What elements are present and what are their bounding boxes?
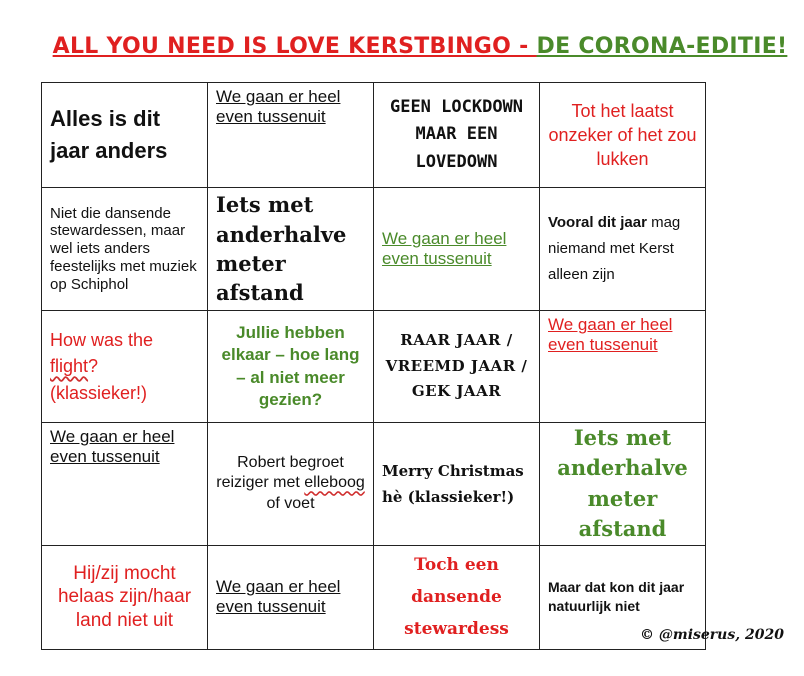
cell-text: Niet die dansende stewardessen, maar wel iets anders feestelijks met muziek op Schiphol <box>50 204 197 293</box>
bingo-cell <box>42 83 208 188</box>
cell-text: How was the <box>50 330 154 351</box>
bingo-cell <box>374 545 540 649</box>
cell-text: ? (klassieker!) <box>50 356 148 403</box>
bingo-cell <box>208 83 374 188</box>
bingo-cell <box>374 423 540 546</box>
cell-text: We gaan er heel even tussenuit <box>216 87 341 127</box>
bingo-cell <box>208 545 374 649</box>
cell-text: GEEN LOCKDOWN MAAR EEN LOVEDOWN <box>389 97 524 172</box>
cell-text: Iets met anderhalve meter afstand <box>216 192 347 306</box>
cell-text: Robert begroet reiziger met <box>216 453 344 492</box>
cell-text: We gaan er heel even tussenuit <box>216 576 341 617</box>
bingo-cell <box>374 188 540 311</box>
bingo-cell <box>208 311 374 423</box>
cell-text: Hij/zij mocht helaas zijn/haar land niet uit <box>57 562 192 632</box>
cell-text: We gaan er heel even tussenuit <box>50 427 175 467</box>
cell-text-misspelled: elleboog <box>304 474 365 492</box>
bingo-row <box>42 311 706 423</box>
bingo-cell <box>42 311 208 423</box>
bingo-row <box>42 423 706 546</box>
bingo-cell <box>42 423 208 546</box>
bingo-cell <box>540 311 706 423</box>
cell-text-bold: Vooral dit jaar <box>548 213 647 231</box>
cell-text: mag niemand met Kerst alleen zijn <box>548 213 681 284</box>
bingo-grid <box>41 82 706 650</box>
bingo-cell <box>374 83 540 188</box>
cell-text-misspelled: flight <box>50 356 89 377</box>
bingo-row <box>42 545 706 649</box>
cell-text: Iets met anderhalve meter afstand <box>557 425 688 542</box>
cell-text: Merry Christmas hè (klassieker!) <box>382 461 524 506</box>
cell-text: Maar dat kon dit jaar natuurlijk niet <box>548 578 685 615</box>
cell-text: Alles is dit jaar anders <box>50 106 168 163</box>
cell-text: RAAR JAAR / VREEMD JAAR / GEK JAAR <box>385 331 528 401</box>
cell-text: Jullie hebben elkaar – hoe lang – al niet meer gezien? <box>221 323 360 409</box>
bingo-row <box>42 188 706 311</box>
bingo-cell <box>540 83 706 188</box>
cell-text: We gaan er heel even tussenuit <box>548 315 673 355</box>
bingo-cell <box>208 423 374 546</box>
bingo-cell <box>540 423 706 546</box>
bingo-cell <box>42 545 208 649</box>
page-title <box>0 34 804 59</box>
title-part-red: ALL YOU NEED IS LOVE KERSTBINGO - <box>52 34 537 59</box>
copyright-footer: © @miserus, 2020 <box>640 627 784 643</box>
bingo-cell <box>540 188 706 311</box>
cell-text: Toch een dansende stewardess <box>404 554 509 640</box>
cell-text: We gaan er heel even tussenuit <box>382 228 507 268</box>
title-part-green: DE CORONA-EDITIE! <box>536 34 788 59</box>
bingo-cell <box>374 311 540 423</box>
bingo-row <box>42 83 706 188</box>
cell-text: Tot het laatst onzeker of het zou lukken <box>548 100 697 170</box>
bingo-cell <box>42 188 208 311</box>
cell-text: of voet <box>266 495 315 513</box>
bingo-cell <box>208 188 374 311</box>
